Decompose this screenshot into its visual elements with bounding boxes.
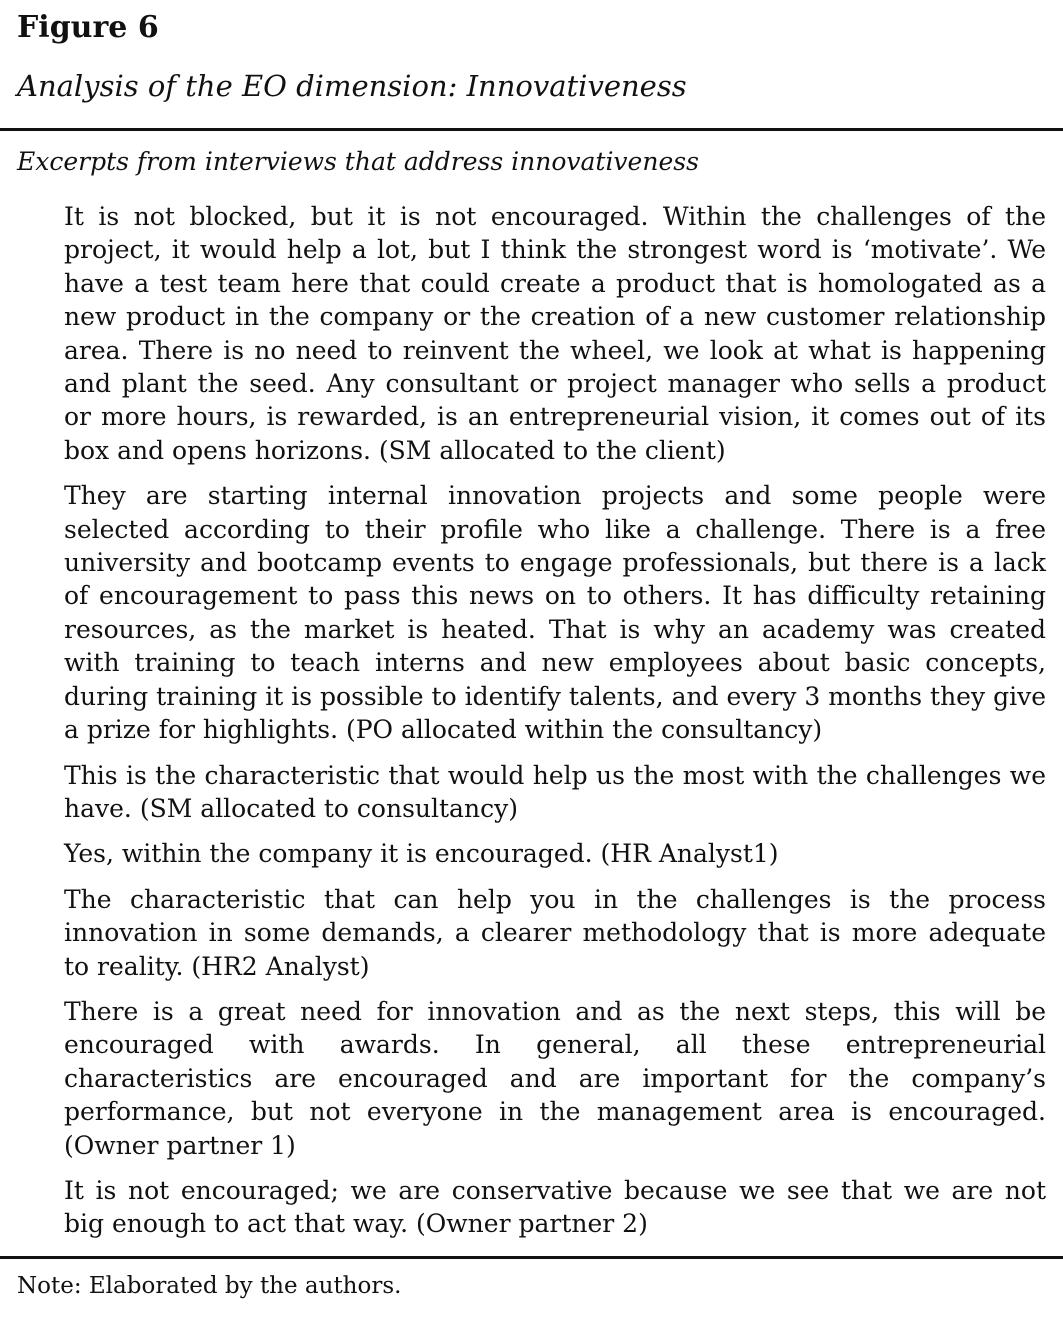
table-heading: Excerpts from interviews that address innovativeness: [17, 147, 699, 176]
quote-owner-partner-2: It is not encouraged; we are conservative because we see that we are not big enough to act that way. (Owner partner 2): [64, 1175, 1046, 1239]
quote-owner-partner-1: There is a great need for innovation and as the next steps, this will be encouraged with awards. In general, all these entrepreneurial characteristics are encouraged and are important for the company’s performance, but not everyone in the management area is encouraged. (Owner partner 1): [64, 996, 1046, 1160]
figure-label: Figure 6: [17, 10, 159, 45]
quote-hr2-analyst: The characteristic that can help you in the challenges is the process innovation in some demands, a clearer methodology that is more adequate to reality. (HR2 Analyst): [64, 884, 1046, 981]
top-rule: [0, 128, 1063, 131]
quote-hr-analyst1: Yes, within the company it is encouraged. (HR Analyst1): [64, 839, 779, 869]
quote-po-consultancy: They are starting internal innovation projects and some people were selected according to their profile who like a challenge. There is a free university and bootcamp events to engage professionals, but there is a lack of encouragement to pass this news on to others. It has difficulty retaining resources, as the market is heated. That is why an academy was created with training to teach interns and new employees about basic concepts, during training it is possible to identify talents, and every 3 months they give a prize for highlights. (PO allocated within the consultancy): [64, 481, 1046, 745]
figure-title: Analysis of the EO dimension: Innovativeness: [17, 69, 687, 103]
figure-note: Note: Elaborated by the authors.: [17, 1273, 402, 1299]
quote-sm-consultancy: This is the characteristic that would help us the most with the challenges we have. (SM allocated to consultancy): [64, 760, 1046, 823]
bottom-rule: [0, 1256, 1063, 1259]
quotes-list: [64, 200, 1046, 1253]
quote-sm-client: It is not blocked, but it is not encouraged. Within the challenges of the project, it would help a lot, but I think the strongest word is ‘motivate’. We have a test team here that could create a product that is homologated as a new product in the company or the creation of a new customer relationship area. There is no need to reinvent the wheel, we look at what is happening and plant the seed. Any consultant or project manager who sells a product or more hours, is rewarded, is an entrepreneurial vision, it comes out of its box and opens horizons. (SM allocated to the client): [64, 202, 1046, 465]
